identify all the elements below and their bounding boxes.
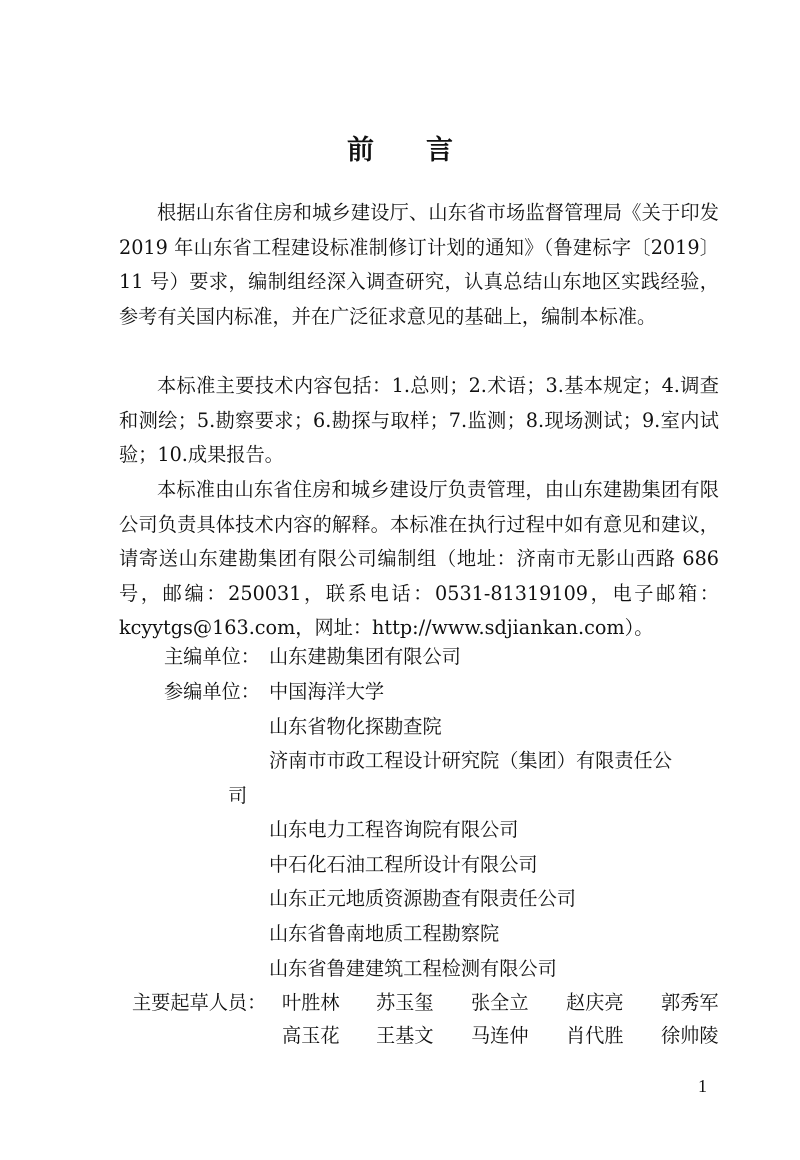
drafters-label: 主要起草人员：	[132, 991, 267, 1014]
page-number: 1	[698, 1076, 707, 1096]
chief-unit-label: 主编单位：	[164, 645, 260, 668]
drafter-name: 张全立	[471, 991, 529, 1014]
drafter-name: 王基文	[376, 1024, 434, 1047]
drafter-name: 徐帅陵	[661, 1024, 719, 1047]
paragraph-contents: 本标准主要技术内容包括：1.总则；2.术语；3.基本规定；4.调查和测绘；5.勘察要求；6.勘探与取样；7.监测；8.现场测试；9.室内试验；10.成果报告。	[119, 374, 719, 467]
participating-unit: 中国海洋大学	[269, 680, 385, 703]
drafter-name: 肖代胜	[566, 1024, 624, 1047]
participating-unit-continuation: 司	[228, 784, 248, 807]
drafter-name: 苏玉玺	[376, 991, 434, 1014]
page-title: 前言	[347, 135, 505, 166]
participating-unit: 山东省物化探勘查院	[269, 715, 442, 738]
drafter-name: 郭秀军	[661, 991, 719, 1014]
drafter-name: 赵庆亮	[566, 991, 624, 1014]
drafter-name: 马连仲	[471, 1024, 529, 1047]
participating-unit: 山东电力工程咨询院有限公司	[269, 818, 519, 841]
participating-unit-label: 参编单位：	[164, 680, 260, 703]
participating-unit: 山东省鲁南地质工程勘察院	[269, 922, 500, 945]
participating-unit: 山东正元地质资源勘查有限责任公司	[269, 887, 576, 910]
chief-unit-name: 山东建勘集团有限公司	[269, 645, 461, 668]
participating-unit: 山东省鲁建建筑工程检测有限公司	[269, 957, 557, 980]
participating-unit: 中石化石油工程所设计有限公司	[269, 853, 538, 876]
drafter-name: 高玉花	[282, 1024, 340, 1047]
participating-unit: 济南市市政工程设计研究院（集团）有限责任公	[269, 749, 672, 772]
drafter-name: 叶胜林	[282, 991, 340, 1014]
paragraph-background: 根据山东省住房和城乡建设厅、山东省市场监督管理局《关于印发 2019 年山东省工程建设标准制修订计划的通知》（鲁建标字〔2019〕11 号）要求，编制组经深入调查研究，认真总结山东地区实践经验，参考有关国内标准，并在广泛征求意见的基础上，编制本标准。	[119, 201, 719, 328]
paragraph-management: 本标准由山东省住房和城乡建设厅负责管理，由山东建勘集团有限公司负责具体技术内容的解释。本标准在执行过程中如有意见和建议，请寄送山东建勘集团有限公司编制组（地址：济南市无影山西路 686 号，邮编：250031，联系电话：0531-81319109，电子邮箱：kcyytgs@163.com，网址：http://www.sdjiankan.com）。	[119, 478, 719, 640]
